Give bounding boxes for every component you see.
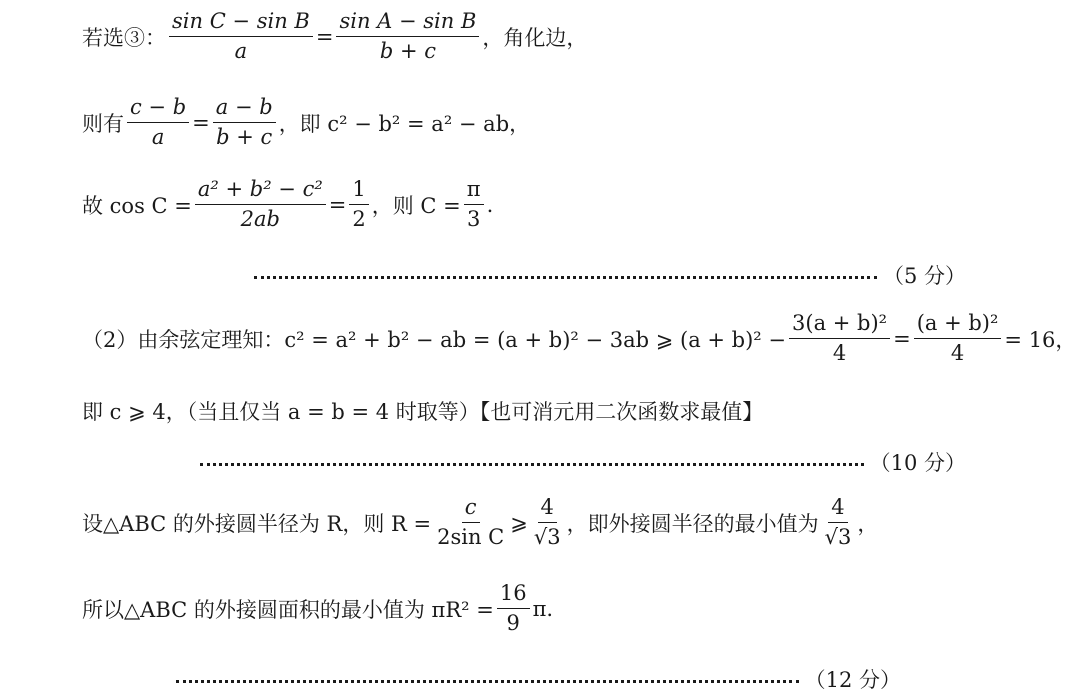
numerator: 16 bbox=[497, 582, 530, 609]
text: 设△ABC 的外接圆半径为 R，则 R = bbox=[82, 511, 432, 536]
text: ，即外接圆半径的最小值为 bbox=[566, 511, 819, 536]
line-min-area bbox=[82, 582, 553, 635]
line-then bbox=[82, 96, 530, 149]
denominator: b + c bbox=[216, 125, 273, 150]
denominator: 2ab bbox=[240, 207, 280, 232]
equals: = bbox=[192, 110, 210, 135]
denominator: a bbox=[234, 39, 248, 64]
fraction bbox=[789, 312, 890, 365]
line-c-ge-4 bbox=[82, 396, 763, 426]
line-law-of-cosines bbox=[82, 312, 1076, 365]
line-circumradius bbox=[82, 496, 878, 549]
fraction bbox=[169, 10, 313, 63]
fraction bbox=[434, 496, 507, 549]
line-cos-c bbox=[82, 178, 493, 231]
fraction bbox=[497, 582, 530, 635]
text: 若选③： bbox=[82, 25, 166, 50]
numerator: π bbox=[464, 178, 484, 205]
equals: = bbox=[893, 326, 911, 351]
numerator: 4 bbox=[828, 496, 847, 523]
ge-sign: ⩾ bbox=[510, 510, 528, 535]
numerator: sin C − sin B bbox=[169, 10, 313, 37]
score-label: （10 分） bbox=[869, 451, 966, 475]
denominator: 9 bbox=[506, 611, 520, 636]
text: = 16， bbox=[1004, 327, 1076, 352]
denominator: a bbox=[151, 125, 165, 150]
numerator: c − b bbox=[127, 96, 189, 123]
fraction bbox=[822, 496, 855, 549]
dotted-leader bbox=[254, 276, 877, 279]
text: 则有 bbox=[82, 111, 124, 136]
denominator: b + c bbox=[379, 39, 436, 64]
numerator: sin A − sin B bbox=[336, 10, 479, 37]
denominator: 2 bbox=[352, 207, 366, 232]
fraction bbox=[914, 312, 1002, 365]
numerator: 1 bbox=[349, 178, 368, 205]
numerator: c bbox=[462, 496, 480, 523]
fraction bbox=[195, 178, 326, 231]
text: （2）由余弦定理知：c² = a² + b² − ab = (a + b)² − 3ab ⩾ (a + b)² − bbox=[82, 327, 787, 352]
text: 即 c ⩾ 4，（当且仅当 a = b = 4 时取等）【也可消元用二次函数求最值】 bbox=[82, 400, 764, 424]
dotted-leader bbox=[200, 463, 864, 466]
score-label: （12 分） bbox=[804, 668, 901, 692]
text: 所以△ABC 的外接圆面积的最小值为 πR² = bbox=[82, 597, 494, 622]
text: ，即 c² − b² = a² − ab， bbox=[278, 111, 531, 136]
fraction bbox=[336, 10, 479, 63]
fraction bbox=[127, 96, 189, 149]
denominator: √3 bbox=[824, 525, 852, 550]
text: 故 cos C = bbox=[82, 193, 192, 218]
fraction bbox=[464, 178, 484, 231]
score-label: （5 分） bbox=[882, 264, 966, 288]
text: ， bbox=[857, 511, 879, 536]
denominator: √3 bbox=[533, 525, 561, 550]
text: ，则 C = bbox=[371, 193, 461, 218]
score-line-5 bbox=[254, 260, 966, 290]
equals: = bbox=[315, 24, 334, 49]
denominator: 4 bbox=[950, 341, 965, 366]
numerator: 3(a + b)² bbox=[789, 312, 890, 339]
equals: = bbox=[328, 192, 347, 217]
numerator: 4 bbox=[538, 496, 557, 523]
line-choice-3 bbox=[82, 10, 587, 63]
dotted-leader bbox=[176, 680, 799, 683]
denominator: 4 bbox=[832, 341, 847, 366]
fraction bbox=[349, 178, 368, 231]
text: ，角化边， bbox=[482, 25, 588, 50]
text: . bbox=[486, 192, 494, 217]
fraction bbox=[213, 96, 276, 149]
denominator: 2sin C bbox=[437, 525, 505, 550]
numerator: (a + b)² bbox=[914, 312, 1002, 339]
score-line-12 bbox=[176, 664, 901, 694]
numerator: a² + b² − c² bbox=[195, 178, 326, 205]
fraction bbox=[531, 496, 564, 549]
numerator: a − b bbox=[213, 96, 276, 123]
denominator: 3 bbox=[466, 207, 481, 232]
score-line-10 bbox=[200, 447, 966, 477]
text: π. bbox=[532, 596, 554, 621]
